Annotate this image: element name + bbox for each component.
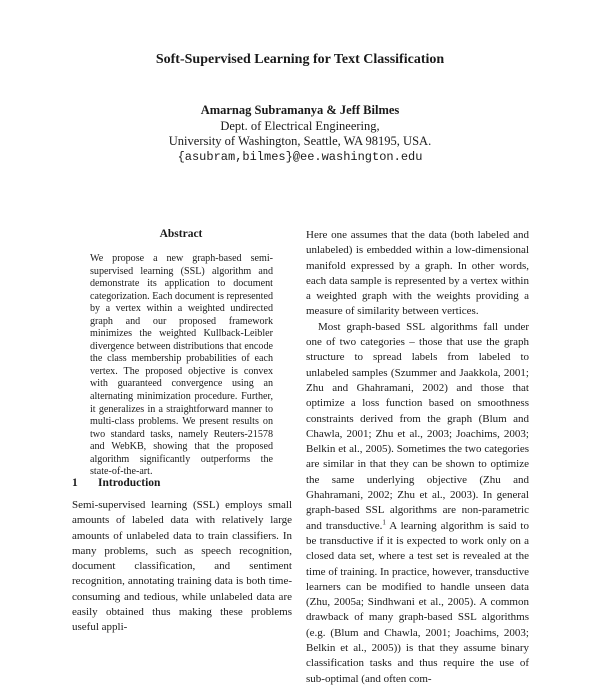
- abstract-text: We propose a new graph-based semi-supervised learning (SSL) algorithm and demonstrate its application to document categorization. Each document is represented by a vertex within a weighted undirected graph and our proposed framework minimizes the weighted Kullback-Leibler divergence between distributions that encode the class membership probabilities of each vertex. The proposed objective is convex with guaranteed convergence using an alternating minimization procedure. Further, it generalizes in a straightforward manner to multi-class problems. We present results on two standard tasks, namely Reuters-21578 and WebKB, showing that the proposed algorithm significantly outperforms the state-of-the-art.: [90, 253, 274, 478]
- right-paragraph-1: Here one assumes that the data (both labeled and unlabeled) is embedded within a low-dimensional manifold expressed by a graph. In other words, each data sample is represented by a vertex within a weighted graph with the weights providing a measure of similarity between vertices.: [306, 229, 529, 318]
- paragraph-2-start: Most graph-based SSL algorithms fall under one of two categories – those that use the graph structure to spread labels from labeled to unlabeled samples (Szummer and Jaakkola, 2001; Zhu and Ghahramani, 2002) and those that optimize a loss function based on smoothness constraints derived from the graph (Blum and Chawla, 2001; Zhu et al., 2003; Joachims, 2003; Belkin et al., 2005). Sometimes the two categories are similar in that they can be shown to optimize the same underlying objective (Zhu and Ghahramani, 2002; Zhu et al., 2003). In general graph-based SSL algorithms are non-parametric and transductive.: [306, 320, 529, 532]
- paper-title: Soft-Supervised Learning for Text Classification: [155, 52, 445, 67]
- author-university: University of Washington, Seattle, WA 98195, USA.: [168, 134, 432, 148]
- paragraph-2-end: A learning algorithm is said to be transductive if it is expected to work only on a closed data set, where a test set is revealed at the time of training. In practice, however, transductive learners can be modified to handle unseen data (Zhu, 2005a; Sindhwani et al., 2005). A common drawback of many graph-based SSL algorithms (e.g. (Blum and Chawla, 2001; Joachims, 2003; Belkin et al., 2005)) is that they assume binary classification tasks and thus require the use of sub-optimal (and often com-: [306, 519, 529, 685]
- introduction-text: Semi-supervised learning (SSL) employs small amounts of labeled data with relatively large amounts of unlabeled data to train classifiers. In many problems, such as speech recognition, document classification, and sentiment recognition, annotating training data is both time-consuming and tedious, while unlabeled data are easily obtained thus making these problems useful appli-: [72, 499, 292, 634]
- section-heading-introduction: [72, 477, 160, 489]
- footnote-marker: 1: [382, 517, 386, 526]
- section-title: Introduction: [98, 477, 161, 489]
- author-block: [0, 103, 600, 165]
- author-department: Dept. of Electrical Engineering,: [220, 118, 380, 133]
- author-names: Amarnag Subramanya & Jeff Bilmes: [200, 103, 400, 117]
- author-email: {asubram,bilmes}@ee.washington.edu: [177, 149, 423, 164]
- right-column: [306, 228, 529, 685]
- right-paragraph-2: [306, 320, 529, 687]
- abstract-heading: Abstract: [159, 228, 203, 240]
- section-number: 1: [72, 477, 78, 489]
